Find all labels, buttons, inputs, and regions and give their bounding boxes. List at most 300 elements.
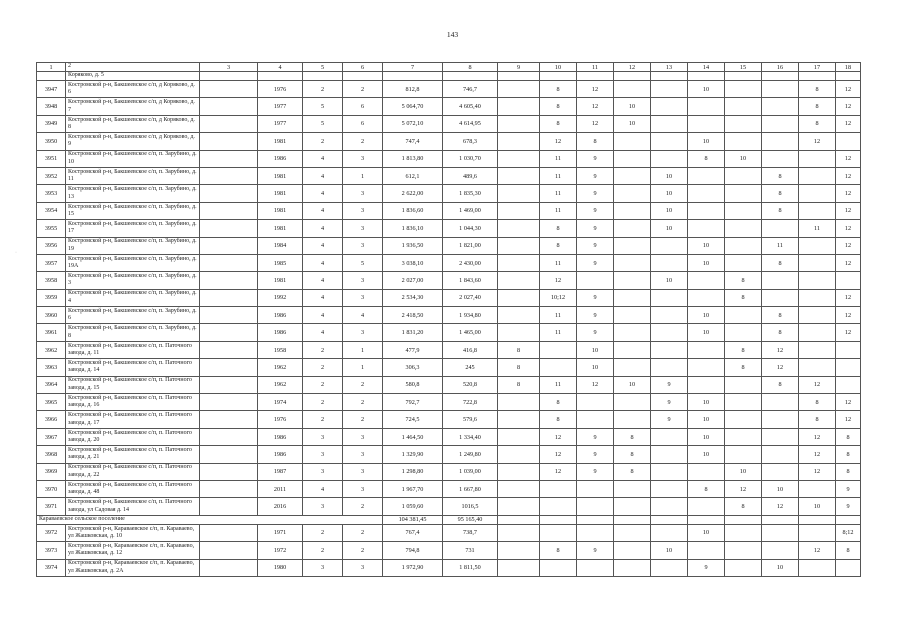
table-row (37, 237, 861, 254)
table-cell: 2 (303, 341, 343, 358)
table-cell: 9 (836, 480, 861, 497)
table-cell: 9 (651, 394, 688, 411)
table-cell (799, 150, 836, 167)
table-cell (762, 72, 799, 81)
table-cell (258, 72, 303, 81)
table-cell (762, 524, 799, 541)
table-cell (498, 559, 540, 576)
table-cell: 10 (725, 463, 762, 480)
table-cell (200, 289, 258, 306)
table-cell: 3952 (37, 167, 66, 184)
table-cell (725, 524, 762, 541)
table-cell (614, 289, 651, 306)
table-cell (614, 81, 651, 98)
table-cell: 8 (498, 376, 540, 393)
table-cell: 12 (836, 167, 861, 184)
table-cell (200, 202, 258, 219)
table-cell: 8 (799, 81, 836, 98)
table-row (37, 289, 861, 306)
table-cell: 12 (762, 341, 799, 358)
table-cell (651, 98, 688, 115)
table-row (37, 428, 861, 445)
table-cell: 12 (540, 272, 577, 289)
table-cell (799, 307, 836, 324)
table-cell: 3973 (37, 542, 66, 559)
table-cell (725, 98, 762, 115)
table-cell (540, 480, 577, 497)
table-cell (836, 359, 861, 376)
table-cell (498, 133, 540, 150)
address-cell: Коряково, д. 5 (66, 72, 200, 81)
address-cell: Костромской р-н, Бакшеевское с/п, п. Зарубино, д. 3 (66, 272, 200, 289)
table-cell: 10 (651, 167, 688, 184)
table-cell: 12 (836, 81, 861, 98)
table-cell: 3949 (37, 115, 66, 132)
table-cell: 8 (688, 150, 725, 167)
table-row (37, 115, 861, 132)
table-cell: 1981 (258, 220, 303, 237)
table-cell (577, 515, 614, 524)
table-cell: 580,8 (383, 376, 443, 393)
table-cell: 8 (577, 133, 614, 150)
table-cell (498, 98, 540, 115)
table-cell (688, 289, 725, 306)
table-cell: 3961 (37, 324, 66, 341)
table-cell (725, 324, 762, 341)
table-cell (614, 185, 651, 202)
table-cell (37, 72, 66, 81)
table-cell: 2 (343, 81, 383, 98)
table-cell: 2 (303, 394, 343, 411)
address-cell: Костромской р-н, Бакшеевское с/п, п. Паточного завода, д. 17 (66, 411, 200, 428)
table-cell: 9 (836, 498, 861, 515)
table-cell (688, 515, 725, 524)
table-cell: 1 249,80 (443, 446, 498, 463)
table-cell: 3 (303, 428, 343, 445)
table-row (37, 524, 861, 541)
table-cell: 11 (540, 185, 577, 202)
table-cell: 4 605,40 (443, 98, 498, 115)
table-cell: 3963 (37, 359, 66, 376)
table-cell (200, 394, 258, 411)
table-row (37, 446, 861, 463)
table-cell: 4 (303, 272, 343, 289)
table-cell: 17 (799, 63, 836, 72)
table-row (37, 480, 861, 497)
table-cell: 8 (762, 307, 799, 324)
table-cell: 3967 (37, 428, 66, 445)
table-cell: 12 (836, 324, 861, 341)
table-cell: 1 (343, 167, 383, 184)
table-cell (651, 446, 688, 463)
subtotal-area-total: 104 381,45 (383, 515, 443, 524)
table-cell: 3 (343, 463, 383, 480)
table-cell (498, 115, 540, 132)
table-cell: 3 (343, 480, 383, 497)
table-cell (762, 446, 799, 463)
table-cell: 12 (762, 498, 799, 515)
table-cell: 8 (540, 411, 577, 428)
table-cell (498, 272, 540, 289)
table-cell: 10 (688, 324, 725, 341)
table-row (37, 272, 861, 289)
table-cell: 3 (343, 428, 383, 445)
table-cell: 10 (688, 428, 725, 445)
table-cell: 12 (577, 115, 614, 132)
table-cell (836, 341, 861, 358)
table-cell (443, 72, 498, 81)
table-cell: 792,7 (383, 394, 443, 411)
table-cell: 1 329,90 (383, 446, 443, 463)
table-cell (688, 272, 725, 289)
table-cell: 6 (343, 115, 383, 132)
table-cell: 4 (303, 307, 343, 324)
table-cell: 10 (614, 98, 651, 115)
address-cell: Костромской р-н, Караваевское с/п, п. Караваево, ул Жашковская, д. 10 (66, 524, 200, 541)
table-cell (799, 237, 836, 254)
table-cell (762, 411, 799, 428)
table-cell (614, 394, 651, 411)
table-cell: 1 044,30 (443, 220, 498, 237)
table-cell (540, 498, 577, 515)
table-cell: 8 (540, 115, 577, 132)
table-cell: 3965 (37, 394, 66, 411)
table-cell: 2 (303, 133, 343, 150)
table-cell: 10 (577, 359, 614, 376)
table-cell: 10 (688, 524, 725, 541)
table-cell: 3 (303, 446, 343, 463)
address-cell: Костромской р-н, Караваевское с/п, п. Караваево, ул Жашковская, д. 12 (66, 542, 200, 559)
table-row (37, 411, 861, 428)
table-cell (614, 411, 651, 428)
table-cell: 1016,5 (443, 498, 498, 515)
table-cell: 8 (498, 359, 540, 376)
table-cell: 8 (762, 376, 799, 393)
table-cell: 4 (343, 307, 383, 324)
table-cell: 1 836,10 (383, 220, 443, 237)
table-cell (651, 515, 688, 524)
table-cell: 2 (343, 542, 383, 559)
table-cell: 10 (688, 307, 725, 324)
table-cell (614, 272, 651, 289)
table-cell: 1 298,80 (383, 463, 443, 480)
table-cell: 10 (651, 185, 688, 202)
table-cell: 10 (577, 341, 614, 358)
table-cell: 8 (762, 185, 799, 202)
table-row (37, 133, 861, 150)
table-cell (200, 463, 258, 480)
table-cell (836, 515, 861, 524)
table-cell: 5 (303, 115, 343, 132)
subtotal-row (37, 515, 861, 524)
table-cell: 3 (200, 63, 258, 72)
table-cell: 4 614,95 (443, 115, 498, 132)
table-cell: 4 (303, 167, 343, 184)
table-cell (688, 220, 725, 237)
table-cell: 4 (303, 324, 343, 341)
table-cell (540, 524, 577, 541)
table-cell: 794,8 (383, 542, 443, 559)
table-cell: 9 (577, 307, 614, 324)
table-cell (799, 524, 836, 541)
table-cell: 11 (540, 202, 577, 219)
table-cell: 10 (725, 150, 762, 167)
table-cell: 2 (303, 81, 343, 98)
table-cell (725, 394, 762, 411)
table-cell (799, 254, 836, 271)
table-cell: 579,6 (443, 411, 498, 428)
table-cell: 6 (343, 98, 383, 115)
table-cell: 12 (836, 150, 861, 167)
address-cell: Костромской р-н, Бакшеевское с/п, п. Зарубино, д. 15 (66, 202, 200, 219)
table-cell: 18 (836, 63, 861, 72)
table-cell: 10 (688, 81, 725, 98)
table-cell: 3 (343, 446, 383, 463)
table-cell: 1 (37, 63, 66, 72)
table-cell (651, 307, 688, 324)
table-cell: 1992 (258, 289, 303, 306)
table-row (37, 341, 861, 358)
table-cell (762, 81, 799, 98)
table-cell (762, 428, 799, 445)
table-cell: 9 (498, 63, 540, 72)
address-cell: Костромской р-н, Бакшеевское с/п, п. Зарубино, д. 11 (66, 167, 200, 184)
table-cell: 2 (303, 359, 343, 376)
table-cell (498, 307, 540, 324)
table-cell (200, 559, 258, 576)
table-cell: 489,6 (443, 167, 498, 184)
table-cell: 4 (303, 254, 343, 271)
table-cell: 1980 (258, 559, 303, 576)
address-cell: Костромской р-н, Бакшеевское с/п, п. Паточного завода, д. 20 (66, 428, 200, 445)
subtotal-label: Караваевское сельское поселение (37, 515, 383, 524)
address-cell: Костромской р-н, Бакшеевское с/п, д Коряково, д. 6 (66, 81, 200, 98)
table-cell: 4 (303, 289, 343, 306)
table-row (37, 98, 861, 115)
table-cell: 3957 (37, 254, 66, 271)
table-cell (725, 411, 762, 428)
table-cell: 1 972,90 (383, 559, 443, 576)
table-cell: 10 (688, 133, 725, 150)
table-cell: 3969 (37, 463, 66, 480)
table-cell (498, 324, 540, 341)
table-cell: 8 (443, 63, 498, 72)
table-cell (688, 72, 725, 81)
table-cell: 12 (836, 185, 861, 202)
table-cell: 1 835,30 (443, 185, 498, 202)
table-cell: 3 (343, 324, 383, 341)
table-cell: 10;12 (540, 289, 577, 306)
table-cell: 8 (836, 542, 861, 559)
table-cell: 747,4 (383, 133, 443, 150)
table-cell (200, 498, 258, 515)
table-cell (762, 98, 799, 115)
table-cell (651, 324, 688, 341)
table-cell: 3970 (37, 480, 66, 497)
table-cell: 3 (343, 237, 383, 254)
table-cell (577, 480, 614, 497)
table-cell: 10 (688, 446, 725, 463)
table-cell (200, 254, 258, 271)
table-cell (540, 559, 577, 576)
table-cell: 10 (540, 63, 577, 72)
table-cell (498, 237, 540, 254)
table-cell: 1 030,70 (443, 150, 498, 167)
table-cell: 11 (540, 254, 577, 271)
table-cell (762, 515, 799, 524)
table-cell: 8 (614, 428, 651, 445)
table-cell: 10 (688, 411, 725, 428)
table-cell: 8 (725, 272, 762, 289)
table-cell: 8 (799, 98, 836, 115)
table-cell: 4 (303, 237, 343, 254)
table-cell (200, 446, 258, 463)
table-cell: 8 (614, 446, 651, 463)
table-cell: 1 813,80 (383, 150, 443, 167)
table-cell (200, 480, 258, 497)
table-cell (498, 150, 540, 167)
table-cell (498, 185, 540, 202)
table-cell: 3966 (37, 411, 66, 428)
table-row (37, 324, 861, 341)
table-cell (200, 524, 258, 541)
table-cell: 1986 (258, 307, 303, 324)
table-cell (725, 167, 762, 184)
table-cell (614, 133, 651, 150)
table-cell: 1 934,80 (443, 307, 498, 324)
table-cell (688, 376, 725, 393)
table-cell: 11 (762, 237, 799, 254)
table-cell: 3962 (37, 341, 66, 358)
table-row (37, 167, 861, 184)
table-cell: 8 (725, 289, 762, 306)
table-cell (614, 220, 651, 237)
address-cell: Костромской р-н, Бакшеевское с/п, п. Зарубино, д. 19А (66, 254, 200, 271)
table-cell: 12 (725, 480, 762, 497)
table-cell: 477,9 (383, 341, 443, 358)
table-body (37, 63, 861, 577)
table-cell (614, 202, 651, 219)
table-cell (762, 115, 799, 132)
table-cell (762, 133, 799, 150)
table-cell (498, 254, 540, 271)
table-cell (725, 237, 762, 254)
table-cell (799, 289, 836, 306)
table-cell (498, 394, 540, 411)
table-cell (200, 324, 258, 341)
table-cell (614, 498, 651, 515)
table-cell: 1972 (258, 542, 303, 559)
table-cell: 3954 (37, 202, 66, 219)
table-cell (614, 307, 651, 324)
table-cell: 12 (540, 133, 577, 150)
table-cell: 12 (799, 376, 836, 393)
table-cell: 6 (343, 63, 383, 72)
table-cell: 1976 (258, 411, 303, 428)
table-cell: 2 (303, 524, 343, 541)
table-cell (688, 202, 725, 219)
table-cell (725, 81, 762, 98)
table-cell (725, 559, 762, 576)
table-cell: 10 (688, 394, 725, 411)
table-cell (383, 72, 443, 81)
table-cell: 1971 (258, 524, 303, 541)
table-cell (498, 167, 540, 184)
table-cell (799, 515, 836, 524)
table-cell: 3972 (37, 524, 66, 541)
table-cell: 2 (303, 542, 343, 559)
table-cell: 4 (303, 480, 343, 497)
address-cell: Костромской р-н, Бакшеевское с/п, п. Зарубино, д. 13 (66, 185, 200, 202)
table-cell (688, 359, 725, 376)
table-cell: 10 (651, 272, 688, 289)
address-cell: Костромской р-н, Бакшеевское с/п, п. Паточного завода, д. 14 (66, 359, 200, 376)
table-cell (725, 220, 762, 237)
table-cell (498, 428, 540, 445)
table-cell (762, 542, 799, 559)
table-cell (651, 498, 688, 515)
table-cell: 13 (651, 63, 688, 72)
address-cell: Костромской р-н, Бакшеевское с/п, п. Паточного завода, ул Садовая д. 14 (66, 498, 200, 515)
table-cell (762, 150, 799, 167)
table-cell: 738,7 (443, 524, 498, 541)
table-cell: 416,8 (443, 341, 498, 358)
table-cell: 12 (577, 81, 614, 98)
table-cell: 12 (799, 133, 836, 150)
address-cell: Костромской р-н, Бакшеевское с/п, п. Паточного завода, д. 15 (66, 376, 200, 393)
table-cell: 12 (540, 428, 577, 445)
table-cell (200, 133, 258, 150)
table-cell (200, 411, 258, 428)
table-cell: 1981 (258, 272, 303, 289)
table-cell: 11 (540, 167, 577, 184)
table-cell (200, 220, 258, 237)
table-cell (577, 498, 614, 515)
table-cell: 1986 (258, 324, 303, 341)
table-cell: 12 (836, 307, 861, 324)
table-cell: 9 (577, 237, 614, 254)
table-cell: 731 (443, 542, 498, 559)
table-cell: 12 (799, 428, 836, 445)
table-row (37, 202, 861, 219)
table-cell: 724,5 (383, 411, 443, 428)
table-cell (200, 98, 258, 115)
table-cell: 9 (577, 463, 614, 480)
table-cell (762, 272, 799, 289)
table-cell (725, 254, 762, 271)
table-cell: 2 (343, 376, 383, 393)
table-cell: 8 (836, 463, 861, 480)
table-cell: 8 (725, 359, 762, 376)
table-cell: 12 (836, 411, 861, 428)
table-cell: 9 (577, 202, 614, 219)
table-cell (200, 185, 258, 202)
address-cell: Костромской р-н, Бакшеевское с/п, п. Зарубино, д. 19 (66, 237, 200, 254)
table-cell: 1981 (258, 167, 303, 184)
table-cell: 1 831,20 (383, 324, 443, 341)
table-cell: 678,3 (443, 133, 498, 150)
table-cell: 3 038,10 (383, 254, 443, 271)
table-cell: 3971 (37, 498, 66, 515)
table-row (37, 559, 861, 576)
table-cell: 1 811,50 (443, 559, 498, 576)
table-cell: 306,3 (383, 359, 443, 376)
table-cell: 3 (343, 272, 383, 289)
table-cell: 8 (725, 341, 762, 358)
table-cell: 12 (762, 359, 799, 376)
address-cell: Костромской р-н, Бакшеевское с/п, д Коряково, д. 8 (66, 115, 200, 132)
table-cell: 8 (762, 324, 799, 341)
